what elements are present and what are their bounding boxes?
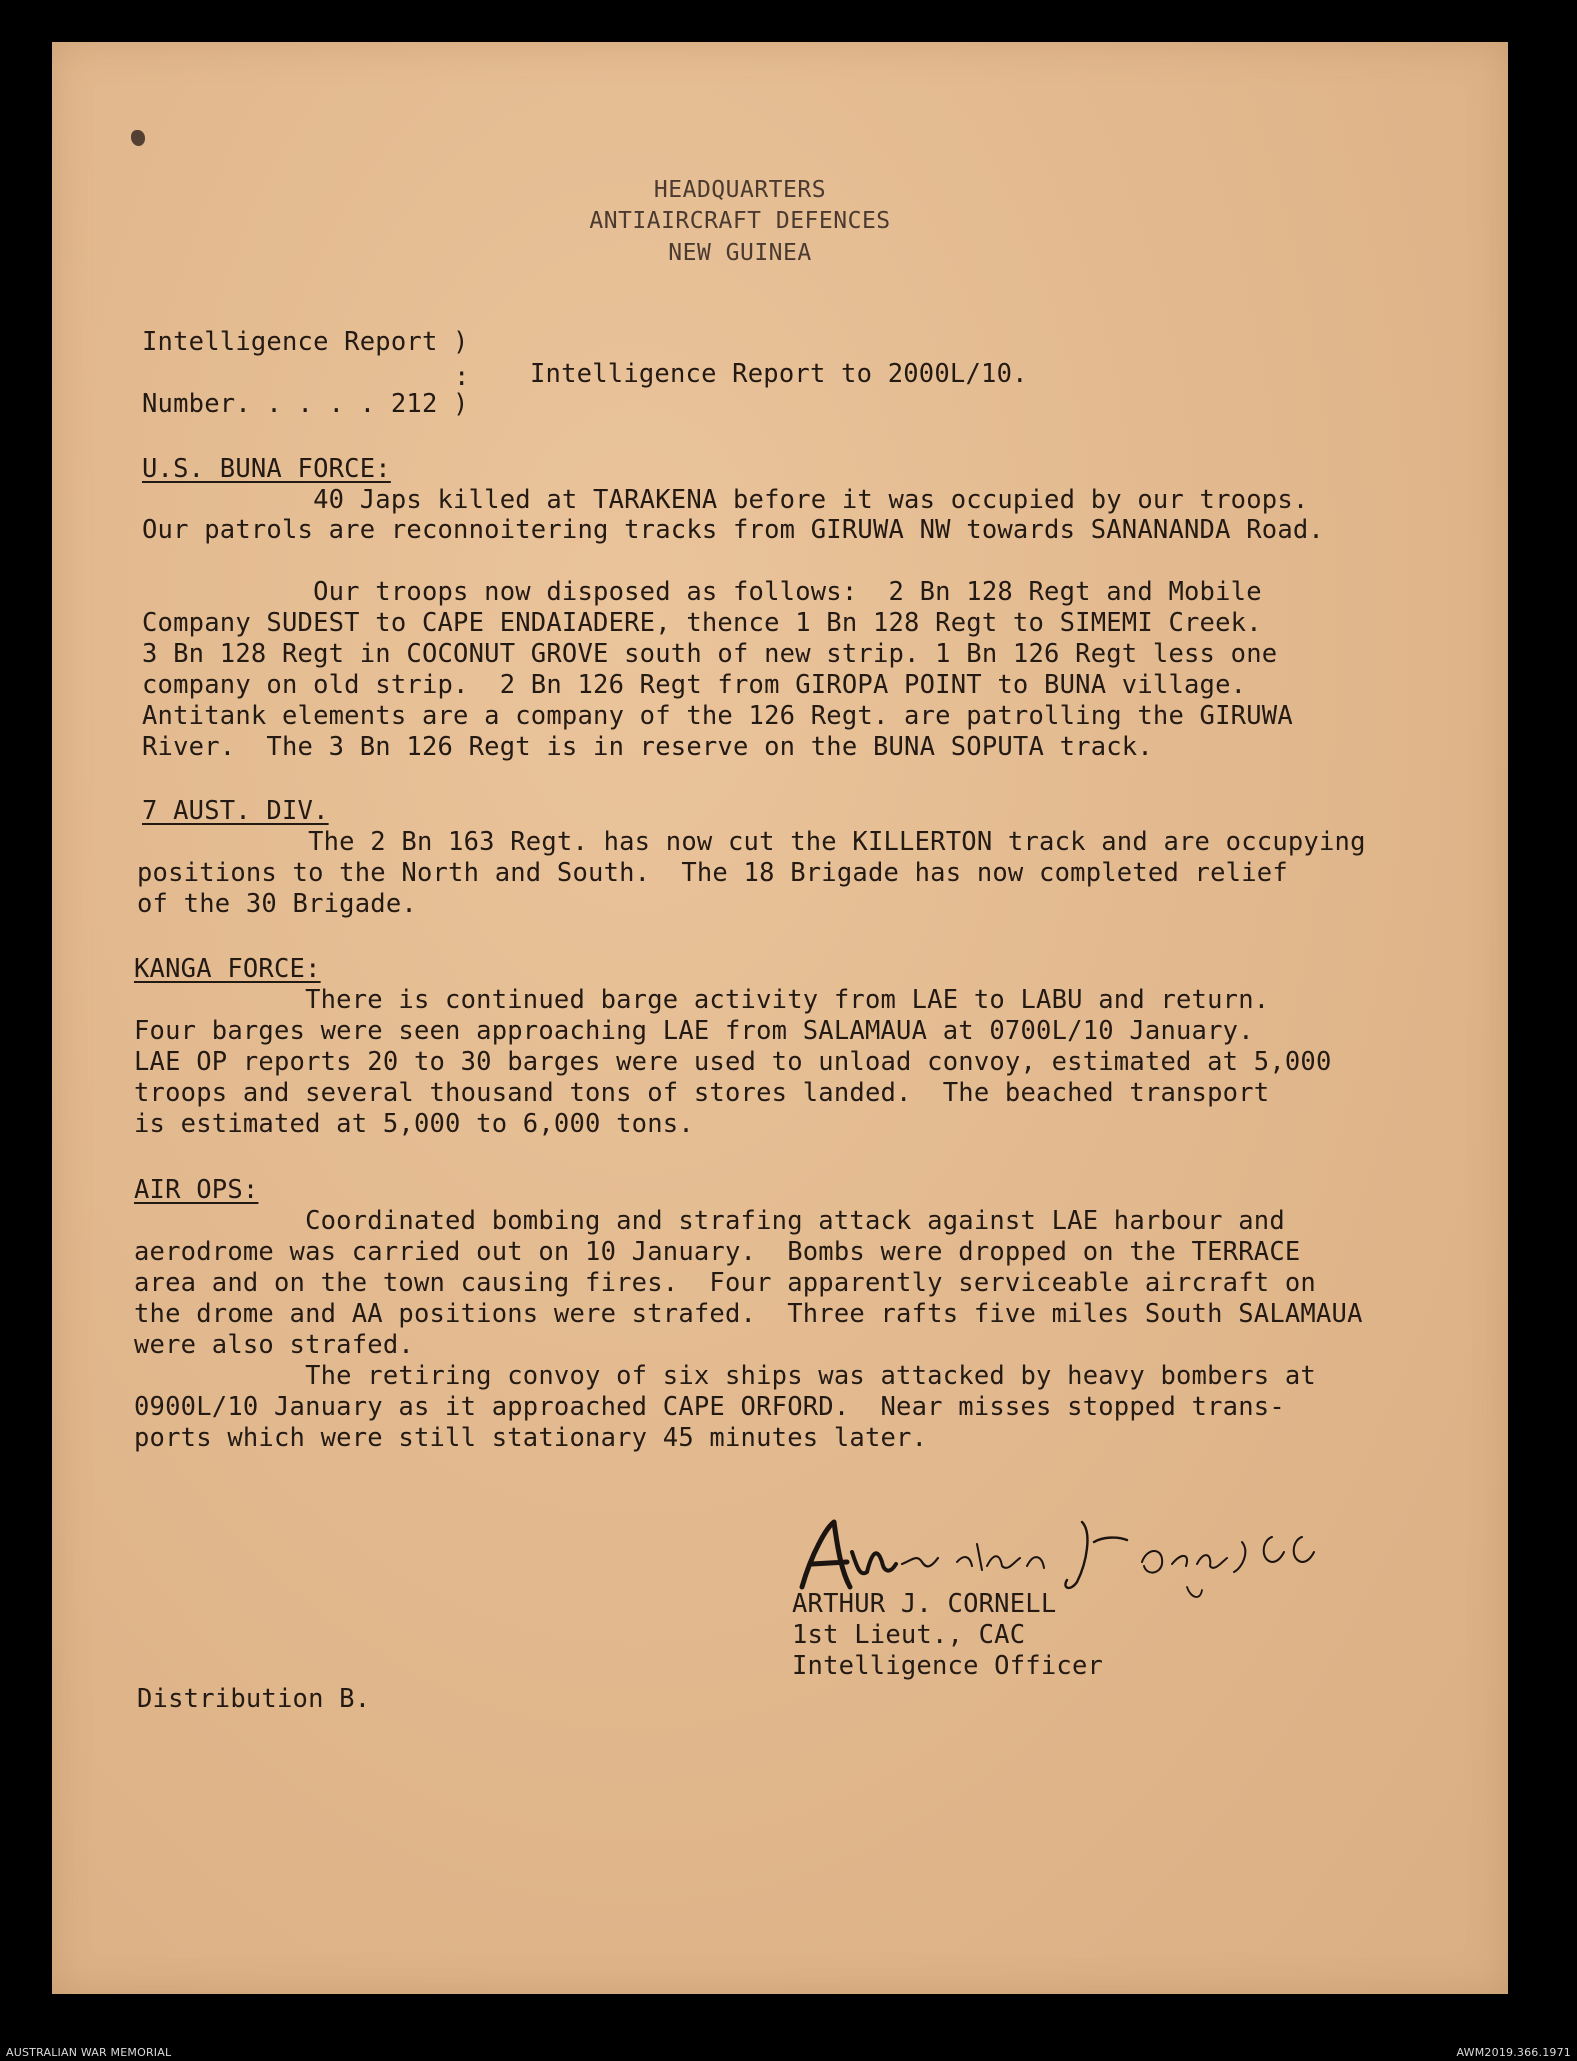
distribution: Distribution B. (137, 1684, 371, 1714)
buna-line: Company SUDEST to CAPE ENDAIADERE, thence 1 Bn 128 Regt to SIMEMI Creek. (142, 608, 1262, 638)
air-line: Coordinated bombing and strafing attack against LAE harbour and (134, 1206, 1285, 1236)
buna-line: company on old strip. 2 Bn 126 Regt from GIROPA POINT to BUNA village. (142, 670, 1247, 700)
buna-line: 40 Japs killed at TARAKENA before it was occupied by our troops. (142, 485, 1309, 515)
signatory-name: ARTHUR J. CORNELL (792, 1589, 1057, 1619)
aust-line: of the 30 Brigade. (137, 889, 417, 919)
signatory-rank: 1st Lieut., CAC (792, 1620, 1026, 1650)
signatory-role: Intelligence Officer (792, 1651, 1104, 1681)
aust-line: positions to the North and South. The 18 Brigade has now completed relief (137, 858, 1288, 888)
buna-line: River. The 3 Bn 126 Regt is in reserve on the BUNA SOPUTA track. (142, 732, 1153, 762)
footer-institution: AUSTRALIAN WAR MEMORIAL (6, 2046, 172, 2059)
air-line: the drome and AA positions were strafed. Three rafts five miles South SALAMAUA (134, 1299, 1363, 1329)
buna-line: Our patrols are reconnoitering tracks from GIRUWA NW towards SANANANDA Road. (142, 515, 1324, 545)
air-line: area and on the town causing fires. Four apparently serviceable aircraft on (134, 1268, 1316, 1298)
air-line: ports which were still stationary 45 minutes later. (134, 1423, 928, 1453)
kanga-line: Four barges were seen approaching LAE from SALAMAUA at 0700L/10 January. (134, 1016, 1254, 1046)
report-title: Intelligence Report to 2000L/10. (530, 359, 1028, 389)
header-line-2: ANTIAIRCRAFT DEFENCES (589, 208, 891, 234)
kanga-line: There is continued barge activity from LAE to LABU and return. (134, 985, 1270, 1015)
section-heading-aust: 7 AUST. DIV. (142, 796, 329, 826)
footer-accession: AWM2019.366.1971 (1456, 2046, 1571, 2059)
header-line-1: HEADQUARTERS (653, 177, 827, 203)
air-line: The retiring convoy of six ships was attacked by heavy bombers at (134, 1361, 1316, 1391)
kanga-line: LAE OP reports 20 to 30 barges were used to unload convoy, estimated at 5,000 (134, 1047, 1332, 1077)
header-line-3: NEW GUINEA (668, 240, 812, 266)
aust-line: The 2 Bn 163 Regt. has now cut the KILLERTON track and are occupying (137, 827, 1366, 857)
report-label-line-1: Intelligence Report ) (142, 327, 469, 357)
punch-mark (131, 130, 145, 146)
section-heading-air: AIR OPS: (134, 1175, 259, 1205)
section-heading-kanga: KANGA FORCE: (134, 954, 321, 984)
document-page (52, 42, 1508, 1994)
section-heading-buna: U.S. BUNA FORCE: (142, 454, 391, 484)
kanga-line: is estimated at 5,000 to 6,000 tons. (134, 1109, 694, 1139)
buna-line: 3 Bn 128 Regt in COCONUT GROVE south of new strip. 1 Bn 126 Regt less one (142, 639, 1278, 669)
air-line: aerodrome was carried out on 10 January. Bombs were dropped on the TERRACE (134, 1237, 1301, 1267)
kanga-line: troops and several thousand tons of stores landed. The beached transport (134, 1078, 1270, 1108)
report-label-line-2: Number. . . . . 212 ) (142, 389, 469, 419)
air-line: were also strafed. (134, 1330, 414, 1360)
air-line: 0900L/10 January as it approached CAPE ORFORD. Near misses stopped trans- (134, 1392, 1285, 1422)
report-label-colon: : (454, 362, 470, 392)
buna-line: Antitank elements are a company of the 126 Regt. are patrolling the GIRUWA (142, 701, 1293, 731)
buna-line: Our troops now disposed as follows: 2 Bn 128 Regt and Mobile (142, 577, 1262, 607)
